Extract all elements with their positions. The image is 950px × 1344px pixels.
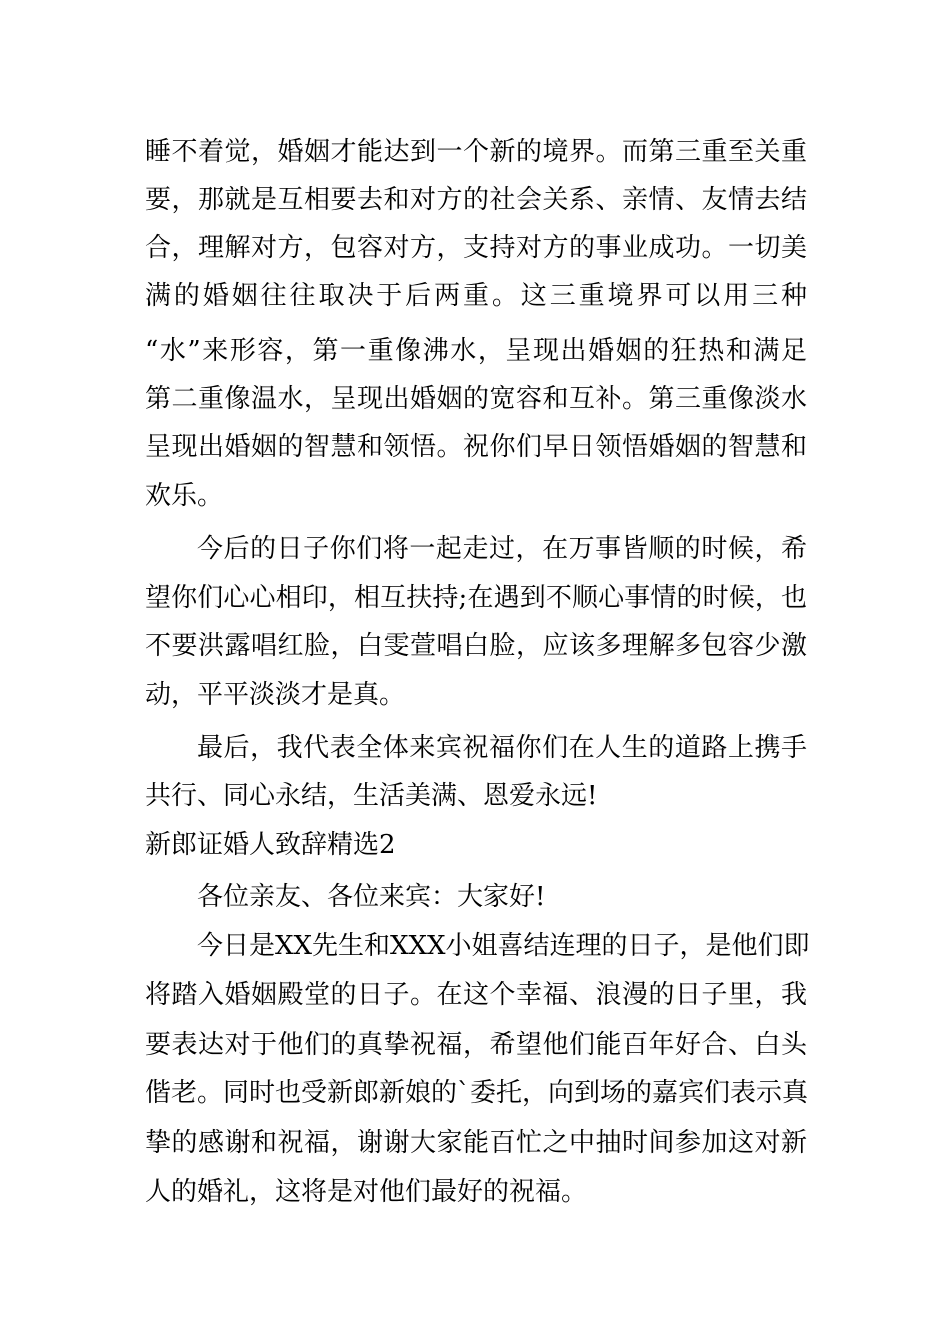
paragraph-4-line-5: 挚的感谢和祝福，谢谢大家能百忙之中抽时间参加这对新	[145, 1128, 807, 1158]
paragraph-4-line-4: 偕老。同时也受新郎新娘的`委托，向到场的嘉宾们表示真	[145, 1078, 809, 1108]
paragraph-4-line-1: 今日是XX先生和XXX小姐喜结连理的日子，是他们即	[197, 931, 810, 961]
paragraph-1-line-3: 合，理解对方，包容对方，支持对方的事业成功。一切美	[145, 233, 807, 263]
paragraph-4-line-3: 要表达对于他们的真挚祝福，希望他们能百年好合、白头	[145, 1030, 807, 1060]
paragraph-1-line-1: 睡不着觉，婚姻才能达到一个新的境界。而第三重至关重	[145, 137, 807, 167]
paragraph-2-line-2: 望你们心心相印，相互扶持;在遇到不顺心事情的时候，也	[145, 583, 807, 613]
paragraph-2-line-4: 动，平平淡淡才是真。	[145, 680, 406, 710]
paragraph-1-line-6: 第二重像温水，呈现出婚姻的宽容和互补。第三重像淡水	[145, 384, 807, 414]
greeting: 各位亲友、各位来宾：大家好!	[197, 882, 546, 912]
paragraph-1-line-8: 欢乐。	[145, 481, 224, 511]
paragraph-1-line-4: 满的婚姻往往取决于后两重。这三重境界可以用三种	[145, 281, 807, 311]
paragraph-1-line-7: 呈现出婚姻的智慧和领悟。祝你们早日领悟婚姻的智慧和	[145, 432, 807, 462]
paragraph-1-line-5: “水”来形容，第一重像沸水，呈现出婚姻的狂热和满足	[145, 336, 807, 366]
paragraph-3-line-2: 共行、同心永结，生活美满、恩爱永远!	[145, 781, 598, 811]
section-heading: 新郎证婚人致辞精选2	[145, 830, 396, 860]
paragraph-2-line-1: 今后的日子你们将一起走过，在万事皆顺的时候，希	[197, 534, 807, 564]
paragraph-4-line-6: 人的婚礼，这将是对他们最好的祝福。	[145, 1177, 588, 1207]
paragraph-1-line-2: 要，那就是互相要去和对方的社会关系、亲情、友情去结	[145, 185, 807, 215]
paragraph-2-line-3: 不要洪露唱红脸，白雯萱唱白脸，应该多理解多包容少激	[145, 631, 807, 661]
paragraph-4-line-2: 将踏入婚姻殿堂的日子。在这个幸福、浪漫的日子里，我	[145, 980, 807, 1010]
paragraph-3-line-1: 最后，我代表全体来宾祝福你们在人生的道路上携手	[197, 733, 807, 763]
